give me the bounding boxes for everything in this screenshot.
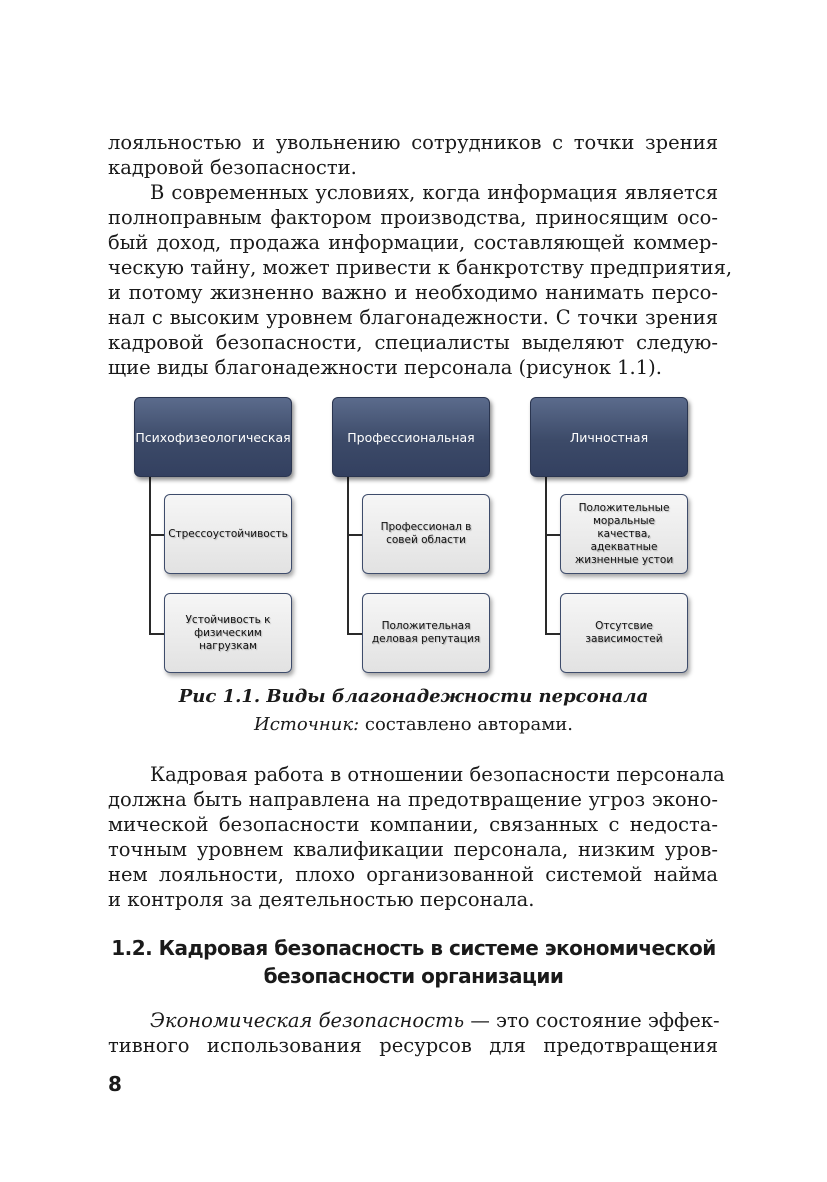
item-stress-resistance: Стрессоустойчивость <box>164 494 292 574</box>
item-business-reputation: Положительная деловая репутация <box>362 593 490 673</box>
category-personal: Личностная <box>530 397 688 477</box>
connector-line <box>545 633 561 635</box>
page-number: 8 <box>108 1072 122 1096</box>
item-physical-endurance: Устойчивость к физическим нагрузкам <box>164 593 292 673</box>
connector-line <box>545 534 561 536</box>
figure-caption: Рис 1.1. Виды благонадежности персонала <box>178 686 649 707</box>
source-text: составлено авторами. <box>359 714 573 735</box>
text-line <box>150 1008 718 1033</box>
text-line: полноправным фактором производства, приносящим осо- <box>108 206 718 229</box>
figure-source <box>0 714 827 736</box>
section-heading: безопасности организации <box>263 964 564 988</box>
text-line: нал с высоким уровнем благонадежности. С точки зрения <box>108 306 718 329</box>
text-line: должна быть направлена на предотвращение угроз эконо- <box>108 788 718 811</box>
connector-line <box>149 475 151 635</box>
category-professional: Профессиональная <box>332 397 490 477</box>
connector-line <box>149 633 165 635</box>
connector-line <box>347 534 363 536</box>
term-emphasis: Экономическая безопасность <box>150 1009 465 1032</box>
connector-line <box>347 475 349 635</box>
text-span: — это состояние эффек- <box>464 1009 720 1032</box>
source-label: Источник: <box>254 714 360 735</box>
category-psychophysiological: Психофизеологическая <box>134 397 292 477</box>
section-heading: 1.2. Кадровая безопасность в системе экономической <box>111 936 716 960</box>
text-line: Кадровая работа в отношении безопасности персонала <box>150 763 725 786</box>
text-line: щие виды благонадежности персонала (рисунок 1.1). <box>108 356 662 379</box>
text-line: кадровой безопасности. <box>108 156 357 179</box>
item-no-addictions: Отсутсвие зависимостей <box>560 593 688 673</box>
text-line: бый доход, продажа информации, составляющей коммер- <box>108 231 718 254</box>
item-moral-qualities: Положительные моральные качества, адекватные жизненные устои <box>560 494 688 574</box>
text-line: ческую тайну, может привести к банкротству предприятия, <box>108 256 733 279</box>
text-line: В современных условиях, когда информация является <box>150 181 718 204</box>
connector-line <box>347 633 363 635</box>
text-line: мической безопасности компании, связанных с недоста- <box>108 813 718 836</box>
text-line: и контроля за деятельностью персонала. <box>108 888 535 911</box>
text-line: и потому жизненно важно и необходимо нанимать персо- <box>108 281 718 304</box>
text-line: кадровой безопасности, специалисты выделяют следую- <box>108 331 718 354</box>
connector-line <box>149 534 165 536</box>
text-line: нем лояльности, плохо организованной системой найма <box>108 863 718 886</box>
item-professional-expert: Профессионал в совей области <box>362 494 490 574</box>
text-line: тивного использования ресурсов для предотвращения <box>108 1034 718 1057</box>
connector-line <box>545 475 547 635</box>
text-line: точным уровнем квалификации персонала, низким уров- <box>108 838 718 861</box>
text-line: лояльностью и увольнению сотрудников с точки зрения <box>108 131 718 154</box>
